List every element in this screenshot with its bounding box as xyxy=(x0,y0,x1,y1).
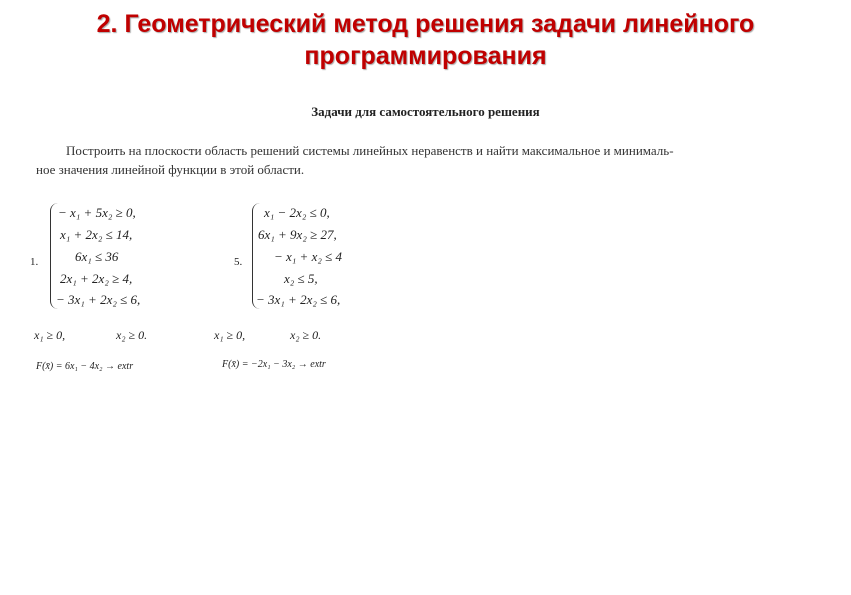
system-1 xyxy=(30,203,230,313)
system-5-number: 5. xyxy=(234,256,243,268)
system-1-row-3: 6x₁ ≤ 36 xyxy=(75,249,119,264)
system-1-row-1: − x₁ + 5x₂ ≥ 0, xyxy=(58,205,136,220)
page-title-line1: 2. Геометрический метод решения задачи линейного xyxy=(96,10,755,38)
system-1-row-5: − 3x₁ + 2x₂ ≤ 6, xyxy=(56,292,141,307)
task-line-2: ное значения линейной функции в этой области. xyxy=(36,162,305,177)
system-5-nonneg-x2: x₂ ≥ 0. xyxy=(290,328,322,342)
system-1-row-4: 2x₁ + 2x₂ ≥ 4, xyxy=(60,271,133,286)
system-1-nonneg-x1: x₁ ≥ 0, xyxy=(34,328,66,342)
system-1-function: F(x̄) = 6x₁ − 4x₂ → extr xyxy=(36,361,134,372)
system-5-function: F(x̄) = −2x₁ − 3x₂ → extr xyxy=(222,359,326,370)
page-title-line2: программирования xyxy=(304,42,547,70)
system-5-row-5: − 3x₁ + 2x₂ ≤ 6, xyxy=(256,292,341,307)
system-5-nonneg-x1: x₁ ≥ 0, xyxy=(214,328,246,342)
section-subtitle: Задачи для самостоятельного решения xyxy=(311,104,540,119)
system-1-number: 1. xyxy=(30,256,39,268)
system-5 xyxy=(234,203,434,313)
page-title xyxy=(0,8,851,72)
task-text xyxy=(36,141,844,179)
system-5-row-1: x₁ − 2x₂ ≤ 0, xyxy=(264,205,330,220)
task-line-1: Построить на плоскости область решений системы линейных неравенств и найти максимальное и минималь- xyxy=(66,143,674,158)
system-5-row-3: − x₁ + x₂ ≤ 4 xyxy=(274,249,343,264)
system-5-row-2: 6x₁ + 9x₂ ≥ 27, xyxy=(258,227,337,242)
system-5-row-4: x₂ ≤ 5, xyxy=(284,271,318,286)
system-1-row-2: x₁ + 2x₂ ≤ 14, xyxy=(60,227,133,242)
system-1-nonneg-x2: x₂ ≥ 0. xyxy=(116,328,148,342)
